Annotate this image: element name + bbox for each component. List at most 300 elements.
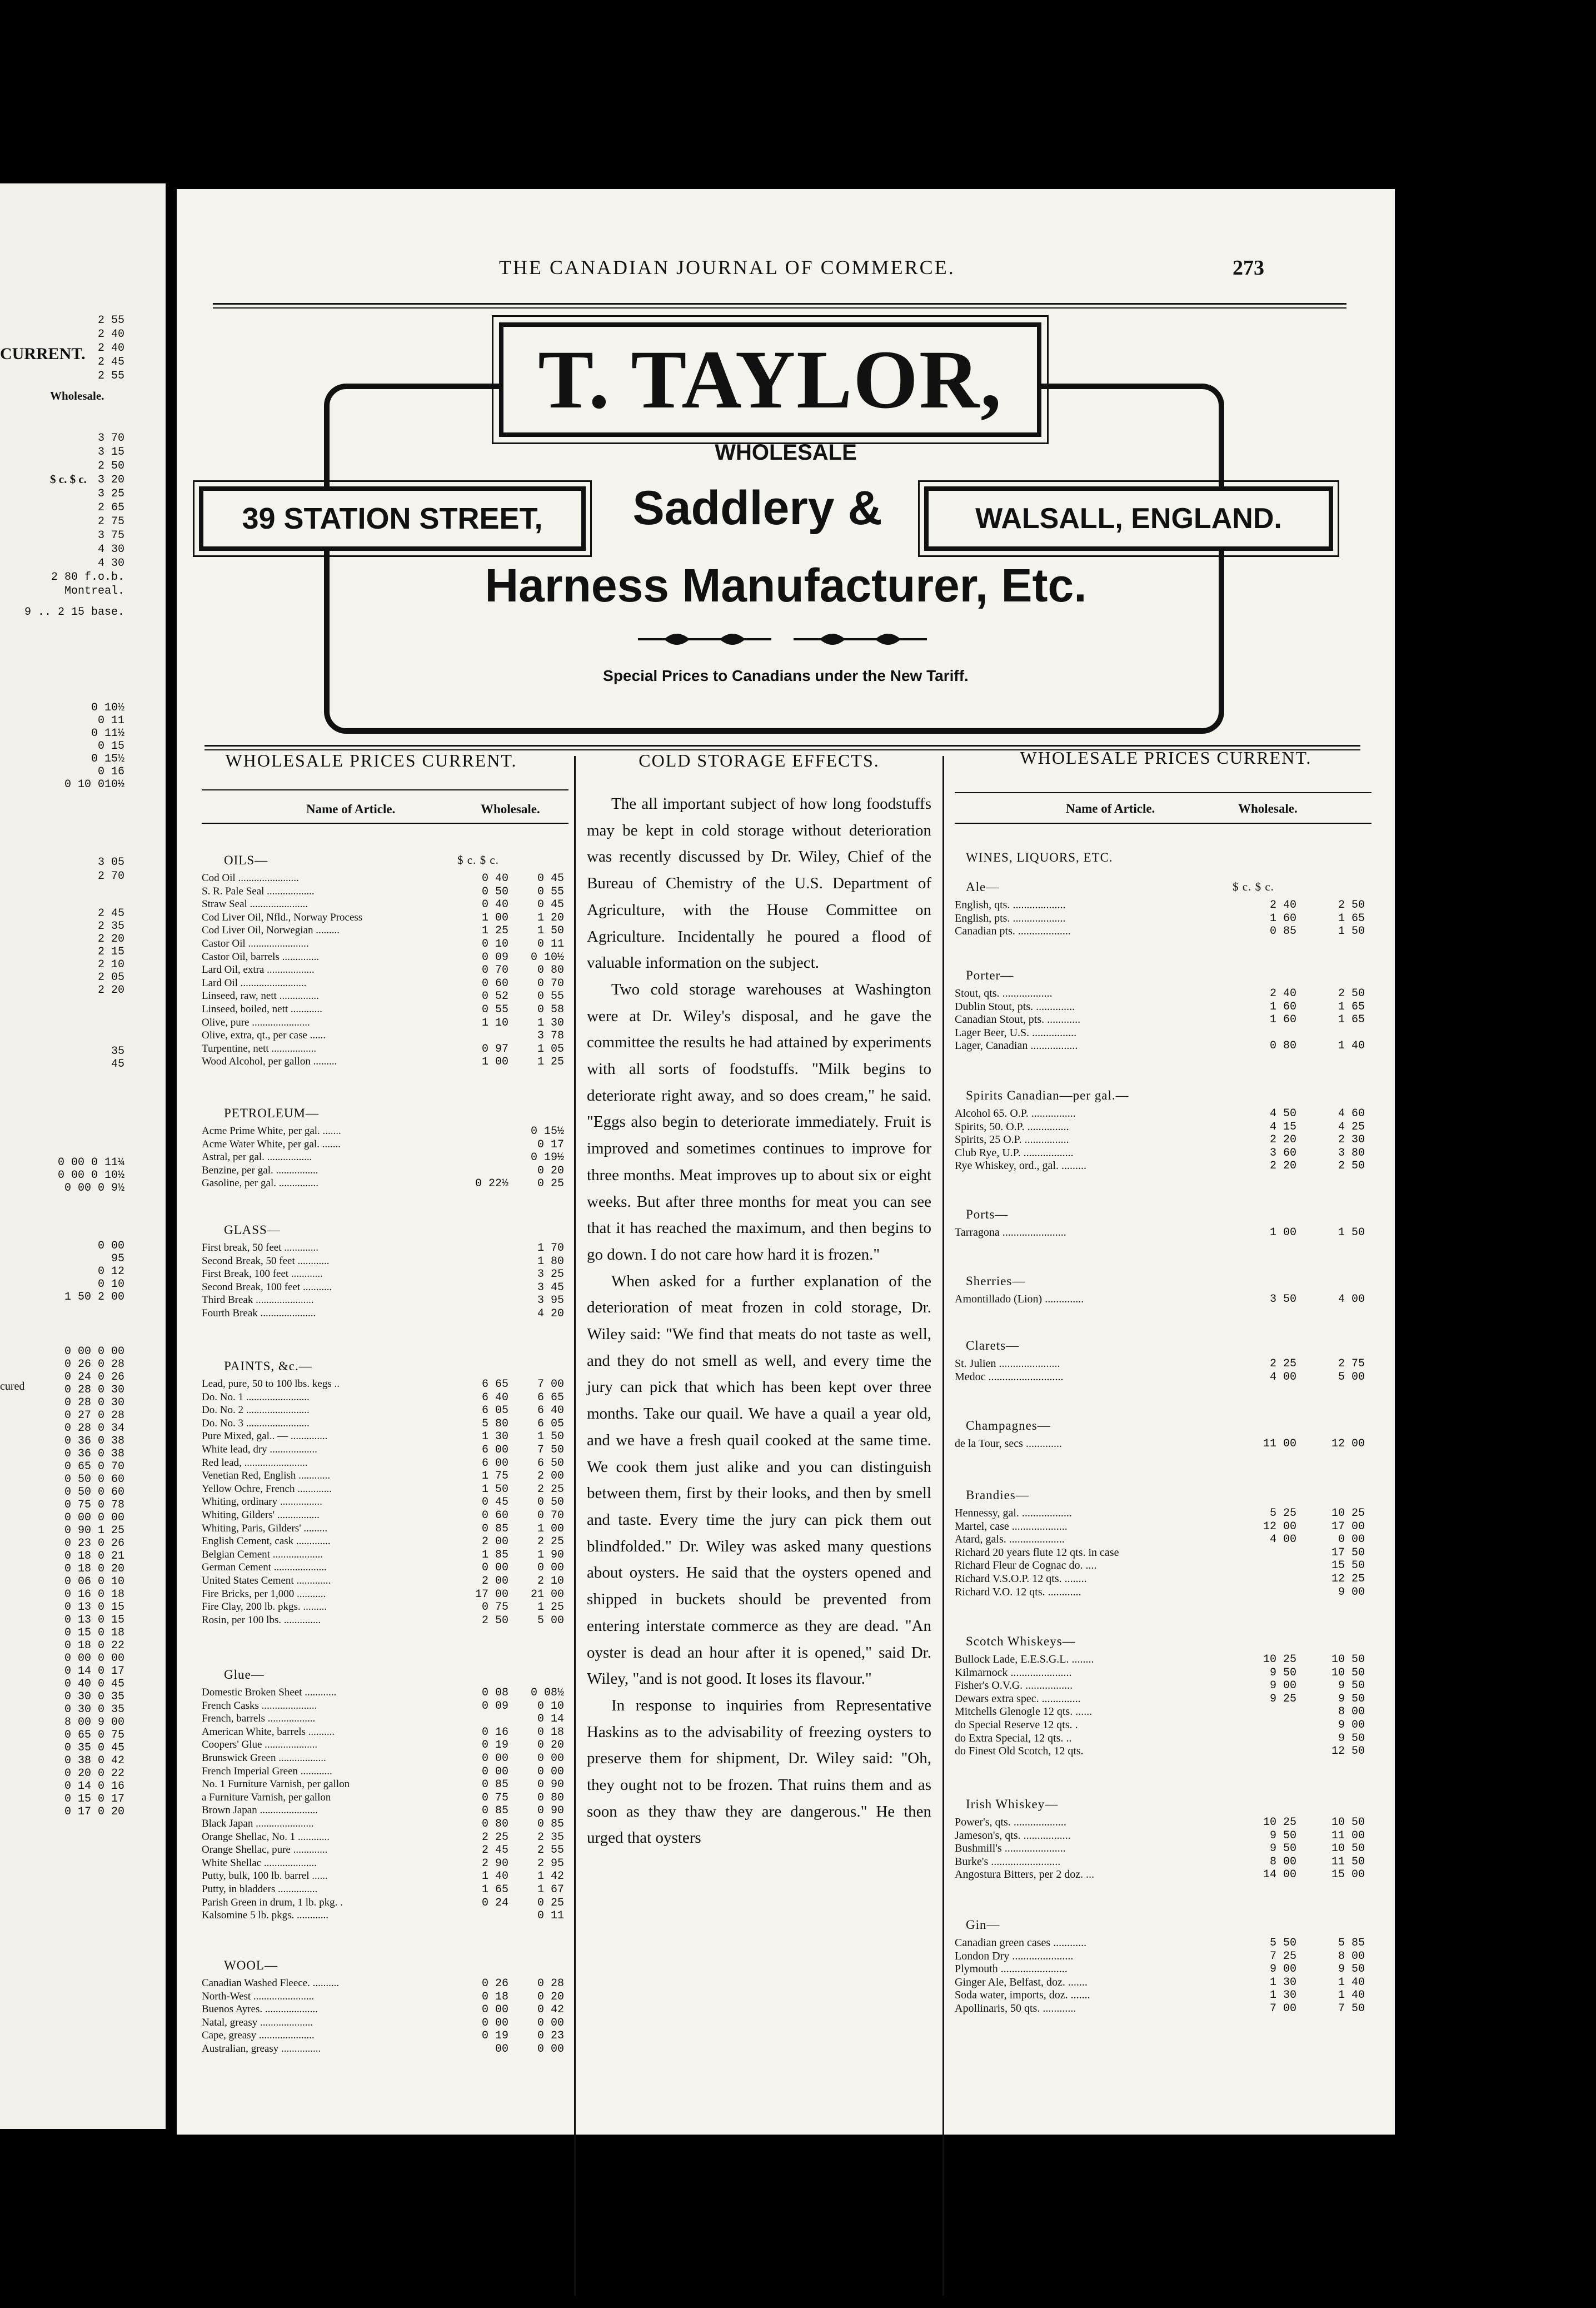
article-name: Whiting, ordinary ................ bbox=[202, 1496, 322, 1508]
price-high: 1 25 bbox=[537, 1056, 564, 1069]
facing-page-value: 0 16 bbox=[97, 765, 124, 778]
price-high: 8 00 bbox=[1338, 1705, 1365, 1719]
price-row bbox=[202, 1897, 568, 1909]
facing-page-value: 2 15 bbox=[97, 946, 124, 958]
article-name: Hennessy, gal. .................. bbox=[955, 1507, 1072, 1519]
price-units: $ c. $ c. bbox=[1233, 880, 1274, 893]
price-low: 1 30 bbox=[1269, 1989, 1296, 2002]
price-low: 2 25 bbox=[1269, 1357, 1296, 1370]
price-high: 2 55 bbox=[537, 1844, 564, 1857]
article-name: Lard Oil ......................... bbox=[202, 977, 307, 989]
price-low: 0 40 bbox=[481, 872, 508, 885]
price-low: 9 00 bbox=[1269, 1963, 1296, 1976]
price-row bbox=[955, 1039, 1377, 1052]
article-name: French Casks ..................... bbox=[202, 1699, 317, 1712]
price-row bbox=[202, 1138, 568, 1151]
article-name: Pure Mixed, gal.. — .............. bbox=[202, 1430, 328, 1442]
price-high: 4 60 bbox=[1338, 1107, 1365, 1120]
price-row bbox=[955, 1546, 1377, 1559]
right-column-rule-2 bbox=[955, 823, 1371, 824]
advert-trade-line1: Saddlery & bbox=[632, 481, 882, 535]
facing-page-value: 3 75 bbox=[97, 529, 124, 542]
facing-page-value: 0 20 0 22 bbox=[64, 1767, 124, 1780]
price-high: 2 30 bbox=[1338, 1133, 1365, 1147]
price-row bbox=[202, 872, 568, 884]
price-row bbox=[202, 1739, 568, 1751]
facing-page-value: 2 10 bbox=[97, 958, 124, 971]
price-high: 9 00 bbox=[1338, 1585, 1365, 1599]
article-name: Mitchells Glenogle 12 qts. ...... bbox=[955, 1705, 1093, 1718]
journal-title: THE CANADIAN JOURNAL OF COMMERCE. bbox=[499, 256, 955, 278]
facing-page-value: 2 45 bbox=[97, 356, 124, 369]
price-high: 1 90 bbox=[537, 1548, 564, 1561]
article-name: Benzine, per gal. ................ bbox=[202, 1164, 318, 1176]
price-low: 9 50 bbox=[1269, 1829, 1296, 1842]
right-main-section: WINES, LIQUORS, ETC. bbox=[966, 850, 1113, 864]
price-row bbox=[955, 1732, 1377, 1744]
price-high: 1 65 bbox=[1338, 912, 1365, 925]
price-high: 0 00 bbox=[537, 2043, 564, 2056]
price-high: 6 65 bbox=[537, 1391, 564, 1404]
price-row bbox=[955, 1001, 1377, 1013]
article-name: do Extra Special, 12 qts. .. bbox=[955, 1732, 1072, 1744]
price-row bbox=[202, 2003, 568, 2016]
facing-page-value: 0 75 0 78 bbox=[64, 1499, 124, 1511]
price-low: 0 26 bbox=[481, 1977, 508, 1990]
price-high: 2 00 bbox=[537, 1470, 564, 1483]
price-high: 0 00 bbox=[537, 1561, 564, 1575]
facing-page-value: 0 35 0 45 bbox=[64, 1742, 124, 1754]
price-row bbox=[202, 1268, 568, 1280]
price-high: 15 50 bbox=[1331, 1559, 1365, 1573]
facing-page-value: 2 05 bbox=[97, 971, 124, 984]
price-row bbox=[202, 951, 568, 963]
article-name: Dublin Stout, pts. .............. bbox=[955, 1000, 1075, 1013]
price-section-title: PAINTS, &c.— bbox=[224, 1359, 312, 1373]
article-name: Spirits, 50. O.P. ............... bbox=[955, 1120, 1069, 1133]
price-row bbox=[202, 1870, 568, 1882]
article-name: Canadian pts. ................... bbox=[955, 925, 1071, 938]
article-name: Kilmarnock ...................... bbox=[955, 1666, 1072, 1679]
price-low: 0 50 bbox=[481, 885, 508, 898]
facing-page-value: 2 55 bbox=[97, 314, 124, 327]
price-high: 6 50 bbox=[537, 1456, 564, 1470]
article-name: White Shellac .................... bbox=[202, 1857, 317, 1869]
price-row bbox=[202, 1444, 568, 1456]
price-section-title: Irish Whiskey— bbox=[966, 1797, 1059, 1811]
price-section-title: GLASS— bbox=[224, 1223, 281, 1237]
article-name: Brunswick Green .................. bbox=[202, 1752, 326, 1764]
facing-page-value: 0 10 bbox=[97, 1278, 124, 1291]
price-row bbox=[202, 1017, 568, 1029]
price-row bbox=[202, 1177, 568, 1190]
price-high: 0 90 bbox=[537, 1804, 564, 1818]
article-name: Orange Shellac, No. 1 ............ bbox=[202, 1831, 330, 1843]
facing-page-fragment: cured bbox=[0, 1380, 25, 1392]
right-column-rule bbox=[955, 792, 1371, 793]
price-row bbox=[202, 1588, 568, 1600]
advert-trade-line2: Harness Manufacturer, Etc. bbox=[485, 559, 1087, 611]
price-high: 1 50 bbox=[1338, 1226, 1365, 1239]
price-low: 1 50 bbox=[481, 1483, 508, 1496]
article-name: Turpentine, nett ................. bbox=[202, 1042, 317, 1054]
price-row bbox=[955, 1226, 1377, 1238]
price-row bbox=[955, 1133, 1377, 1146]
price-high: 0 50 bbox=[537, 1496, 564, 1509]
price-row bbox=[202, 1165, 568, 1177]
price-row bbox=[202, 886, 568, 898]
article-name: Castor Oil ....................... bbox=[202, 938, 309, 949]
price-low: 6 65 bbox=[481, 1378, 508, 1391]
price-high: 10 50 bbox=[1331, 1666, 1365, 1679]
price-low: 1 40 bbox=[481, 1870, 508, 1883]
price-row bbox=[955, 1963, 1377, 1975]
price-row bbox=[955, 987, 1377, 999]
price-row bbox=[202, 1687, 568, 1699]
article-name: English, qts. ................... bbox=[955, 899, 1066, 911]
price-high: 3 25 bbox=[537, 1268, 564, 1281]
price-row bbox=[202, 990, 568, 1002]
price-high: 9 50 bbox=[1338, 1679, 1365, 1693]
facing-page-value: 2 75 bbox=[97, 515, 124, 528]
facing-page-value: 1 50 2 00 bbox=[64, 1291, 124, 1304]
price-section-title: OILS— bbox=[224, 853, 268, 867]
price-low: 10 25 bbox=[1263, 1816, 1296, 1829]
price-high: 0 45 bbox=[537, 872, 564, 885]
price-row bbox=[202, 924, 568, 937]
article-name: Canadian Washed Fleece. .......... bbox=[202, 1977, 340, 1989]
price-low: 0 09 bbox=[481, 951, 508, 964]
price-low: 0 80 bbox=[481, 1818, 508, 1831]
price-row bbox=[202, 1404, 568, 1416]
price-row bbox=[955, 1107, 1377, 1120]
price-high: 1 50 bbox=[1338, 925, 1365, 938]
price-high: 1 05 bbox=[537, 1042, 564, 1056]
price-section-title: Brandies— bbox=[966, 1488, 1029, 1502]
price-high: 10 50 bbox=[1331, 1653, 1365, 1666]
price-high: 0 19½ bbox=[530, 1151, 564, 1165]
article-name: Fourth Break ..................... bbox=[202, 1307, 316, 1319]
price-row bbox=[202, 1804, 568, 1817]
price-row bbox=[202, 1281, 568, 1294]
facing-page-value: 0 00 0 00 bbox=[64, 1652, 124, 1665]
price-row bbox=[202, 1496, 568, 1508]
article-name: Bushmill's ...................... bbox=[955, 1842, 1066, 1855]
article-name: English, pts. ................... bbox=[955, 912, 1066, 924]
article-name: Do. No. 2 ........................ bbox=[202, 1404, 310, 1416]
facing-page-value: 0 15 0 17 bbox=[64, 1793, 124, 1805]
price-high: 2 10 bbox=[537, 1575, 564, 1588]
facing-page-value: 0 16 0 18 bbox=[64, 1588, 124, 1601]
article-name: Bullock Lade, E.E.S.G.L. ........ bbox=[955, 1653, 1094, 1665]
price-row bbox=[202, 1883, 568, 1896]
article-paragraph: Two cold storage warehouses at Washington were at Dr. Wiley's disposal, and he gave the committee the results he had attained by experiments with all sorts of foodstuffs. "Milk begins to deteriorate right away, and so does cream," he said. "Eggs also begin to deteriorate immediately. Fruit is improved and sometimes continues to improve for three months. Meat improves up to about six or eight weeks. But after three months for meat you can see that it has reached the maximum, and then begins to go down. I do not care how hard it is frozen." bbox=[587, 980, 931, 1264]
price-low: 2 25 bbox=[481, 1831, 508, 1844]
article-name: Acme Prime White, per gal. ....... bbox=[202, 1125, 341, 1137]
price-low: 0 60 bbox=[481, 977, 508, 990]
price-row bbox=[955, 1976, 1377, 1988]
price-row bbox=[955, 1533, 1377, 1545]
article-name: Lead, pure, 50 to 100 lbs. kegs .. bbox=[202, 1378, 340, 1390]
price-low: 1 00 bbox=[481, 1056, 508, 1069]
article-name: Parish Green in drum, 1 lb. pkg. . bbox=[202, 1896, 343, 1908]
price-row bbox=[202, 1991, 568, 2003]
facing-page-heading: CURRENT. bbox=[0, 345, 86, 363]
price-row bbox=[202, 1765, 568, 1778]
price-row bbox=[202, 1535, 568, 1548]
facing-page-value: 2 35 bbox=[97, 920, 124, 933]
facing-page-value: 3 20 bbox=[97, 474, 124, 486]
price-high: 10 50 bbox=[1331, 1816, 1365, 1829]
price-high: 9 50 bbox=[1338, 1963, 1365, 1976]
left-column-heading: WHOLESALE PRICES CURRENT. bbox=[225, 750, 517, 770]
facing-page-value: 0 11 bbox=[97, 714, 124, 727]
price-low: 2 40 bbox=[1269, 987, 1296, 1000]
facing-page-value: 8 00 9 00 bbox=[64, 1716, 124, 1729]
article-name: Lager Beer, U.S. ................ bbox=[955, 1026, 1077, 1039]
article-name: Cod Liver Oil, Norwegian ......... bbox=[202, 924, 340, 937]
price-low: 0 09 bbox=[481, 1699, 508, 1713]
article-name: Rye Whiskey, ord., gal. ......... bbox=[955, 1160, 1086, 1172]
price-row bbox=[202, 1391, 568, 1404]
facing-page-value: 0 10 010½ bbox=[64, 778, 124, 791]
price-low: 0 75 bbox=[481, 1791, 508, 1804]
price-high: 1 20 bbox=[537, 911, 564, 924]
price-high: 0 20 bbox=[537, 1990, 564, 2003]
price-high: 10 50 bbox=[1331, 1842, 1365, 1856]
price-high: 3 45 bbox=[537, 1281, 564, 1294]
price-row bbox=[202, 1977, 568, 1989]
price-low: 4 15 bbox=[1269, 1120, 1296, 1133]
price-high: 0 25 bbox=[537, 1177, 564, 1191]
price-high: 17 00 bbox=[1331, 1520, 1365, 1533]
price-low: 4 50 bbox=[1269, 1107, 1296, 1120]
price-row bbox=[955, 1013, 1377, 1026]
facing-page-value: 0 36 0 38 bbox=[64, 1448, 124, 1460]
price-high: 12 00 bbox=[1331, 1437, 1365, 1450]
facing-page-value: 0 50 0 60 bbox=[64, 1473, 124, 1486]
price-high: 9 50 bbox=[1338, 1692, 1365, 1705]
price-row bbox=[202, 1831, 568, 1843]
price-high: 7 50 bbox=[1338, 2002, 1365, 2015]
facing-page-value: 0 28 0 34 bbox=[64, 1422, 124, 1435]
price-low: 1 60 bbox=[1269, 912, 1296, 925]
price-low: 0 85 bbox=[481, 1778, 508, 1792]
price-low: 6 05 bbox=[481, 1404, 508, 1417]
price-high: 0 55 bbox=[537, 885, 564, 898]
price-row bbox=[955, 1586, 1377, 1598]
article-name: Cod Liver Oil, Nfld., Norway Process bbox=[202, 911, 363, 923]
price-row bbox=[202, 1561, 568, 1574]
price-row bbox=[202, 1909, 568, 1922]
price-low: 3 50 bbox=[1269, 1293, 1296, 1306]
facing-page-value: 0 06 0 10 bbox=[64, 1575, 124, 1588]
price-high: 1 40 bbox=[1338, 1976, 1365, 1989]
article-name: Natal, greasy .................... bbox=[202, 2016, 313, 2028]
price-row bbox=[955, 1816, 1377, 1828]
article-name: Fire Bricks, per 1,000 ........... bbox=[202, 1588, 326, 1600]
price-low: 0 22½ bbox=[475, 1177, 508, 1191]
journal-page bbox=[177, 189, 1395, 2135]
price-high: 1 70 bbox=[537, 1242, 564, 1255]
price-row bbox=[202, 1713, 568, 1725]
price-low: 6 40 bbox=[481, 1391, 508, 1404]
price-low: 1 10 bbox=[481, 1016, 508, 1029]
price-section-title: Spirits Canadian—per gal.— bbox=[966, 1088, 1129, 1102]
price-high: 0 11 bbox=[537, 938, 564, 951]
article-name: Dewars extra spec. .............. bbox=[955, 1692, 1081, 1705]
price-low: 1 30 bbox=[481, 1430, 508, 1444]
price-row bbox=[202, 1857, 568, 1869]
left-column-rule-2 bbox=[202, 823, 568, 824]
price-low: 5 25 bbox=[1269, 1507, 1296, 1520]
advert-bottom-rule bbox=[205, 745, 1360, 747]
article-paragraph: When asked for a further explanation of the deterioration of meat frozen in cold storage, Dr. Wiley said: "We find that meats do not taste as well, and they do not smell as well, and every time the jury can pick that which has been kept over three months. Take our quail. We have a quail a year old, and we have a fresh quail cooked at the same time. We cook them just alike and you can distinguish between them, first by their looks, and then by smell and taste. Every time the jury can pick them out blindfolded." Dr. Wiley was asked many questions about oysters. He said that the oysters opened and shipped in buckets should be prevented from entering interstate commerce as they are dead. "An oyster is dead an hour after it is opened," said Dr. Wiley, "and is not good. It loses its flavour." bbox=[587, 1272, 931, 1688]
article-name: French Imperial Green ............ bbox=[202, 1765, 332, 1777]
price-low: 0 52 bbox=[481, 990, 508, 1003]
price-low: 0 85 bbox=[481, 1804, 508, 1818]
price-row bbox=[202, 2030, 568, 2042]
price-row bbox=[202, 1255, 568, 1267]
article-name: First break, 50 feet ............. bbox=[202, 1242, 319, 1254]
price-high: 0 55 bbox=[537, 990, 564, 1003]
facing-page-value: 0 00 0 11¼ bbox=[57, 1156, 124, 1169]
price-high: 8 00 bbox=[1338, 1949, 1365, 1963]
price-row bbox=[202, 1778, 568, 1790]
price-row bbox=[202, 1523, 568, 1535]
article-name: Canadian Stout, pts. ............ bbox=[955, 1013, 1081, 1026]
price-row bbox=[202, 1307, 568, 1320]
price-high: 0 85 bbox=[537, 1818, 564, 1831]
price-section-title: Champagnes— bbox=[966, 1419, 1051, 1432]
facing-page-value: 95 bbox=[111, 1252, 124, 1265]
price-low: 2 00 bbox=[481, 1575, 508, 1588]
price-row bbox=[955, 1950, 1377, 1962]
article-name: Soda water, imports, doz. ....... bbox=[955, 1989, 1090, 2002]
article-name: Gasoline, per gal. ............... bbox=[202, 1177, 319, 1190]
price-low: 4 00 bbox=[1269, 1533, 1296, 1546]
price-row bbox=[202, 977, 568, 989]
article-name: Fisher's O.V.G. ................. bbox=[955, 1679, 1073, 1692]
left-column-wholesale-header: Wholesale. bbox=[481, 802, 540, 816]
price-low: 0 00 bbox=[481, 2003, 508, 2017]
facing-page-value: 2 40 bbox=[97, 328, 124, 341]
price-high: 1 50 bbox=[537, 1430, 564, 1444]
price-row bbox=[955, 2002, 1377, 2014]
price-low: 1 65 bbox=[481, 1883, 508, 1896]
facing-page-value: 0 28 0 30 bbox=[64, 1396, 124, 1409]
price-low: 0 40 bbox=[481, 898, 508, 912]
price-high: 2 35 bbox=[537, 1831, 564, 1844]
facing-page-value: Montreal. bbox=[64, 585, 124, 598]
price-row bbox=[955, 899, 1377, 911]
article-name: Linseed, raw, nett ............... bbox=[202, 990, 319, 1002]
article-name: Castor Oil, barrels .............. bbox=[202, 951, 320, 963]
article-name: Buenos Ayres. .................... bbox=[202, 2003, 318, 2016]
advert-address-left: 39 STATION STREET, bbox=[199, 486, 586, 551]
price-row bbox=[202, 2017, 568, 2029]
price-row bbox=[202, 1700, 568, 1712]
article-name: American White, barrels .......... bbox=[202, 1725, 335, 1738]
center-column-heading: COLD STORAGE EFFECTS. bbox=[639, 750, 880, 770]
price-low: 0 85 bbox=[481, 1522, 508, 1535]
article-name: Lager, Canadian ................. bbox=[955, 1039, 1078, 1052]
price-high: 21 00 bbox=[530, 1588, 564, 1601]
price-low: 2 20 bbox=[1269, 1133, 1296, 1147]
price-row bbox=[955, 1121, 1377, 1133]
ornament-icon bbox=[632, 628, 932, 650]
price-low: 0 00 bbox=[481, 1561, 508, 1575]
price-row bbox=[202, 1818, 568, 1830]
article-name: Third Break ...................... bbox=[202, 1294, 314, 1306]
facing-page-value: 2 20 bbox=[97, 984, 124, 997]
price-low: 9 50 bbox=[1269, 1842, 1296, 1856]
header-rule bbox=[213, 303, 1346, 305]
price-high: 1 40 bbox=[1338, 1039, 1365, 1053]
price-high: 0 90 bbox=[537, 1778, 564, 1792]
facing-page-value: 0 15½ bbox=[91, 753, 124, 765]
article-name: Yellow Ochre, French ............. bbox=[202, 1483, 332, 1495]
article-name: Acme Water White, per gal. ....... bbox=[202, 1138, 341, 1150]
price-high: 6 05 bbox=[537, 1417, 564, 1430]
price-row bbox=[202, 1470, 568, 1482]
price-row bbox=[955, 1520, 1377, 1533]
price-low: 3 60 bbox=[1269, 1146, 1296, 1160]
price-row bbox=[955, 1679, 1377, 1692]
price-section-title: Scotch Whiskeys— bbox=[966, 1634, 1076, 1648]
price-high: 2 50 bbox=[1338, 899, 1365, 912]
article-name: Club Rye, U.P. .................. bbox=[955, 1146, 1074, 1159]
article-name: S. R. Pale Seal .................. bbox=[202, 885, 315, 897]
price-low: 14 00 bbox=[1263, 1868, 1296, 1882]
article-name: Angostura Bitters, per 2 doz. ... bbox=[955, 1868, 1095, 1881]
article-name: Second Break, 50 feet ............ bbox=[202, 1255, 330, 1267]
price-low: 6 00 bbox=[481, 1444, 508, 1456]
article-name: Atard, gals. .................... bbox=[955, 1533, 1065, 1546]
article-name: Red lead, ........................ bbox=[202, 1456, 308, 1469]
price-low: 9 00 bbox=[1269, 1679, 1296, 1693]
right-column-name-header: Name of Article. bbox=[1066, 802, 1155, 815]
price-high: 9 00 bbox=[1338, 1719, 1365, 1732]
price-low: 1 60 bbox=[1269, 1000, 1296, 1013]
article-name: Whiting, Gilders' ................ bbox=[202, 1509, 320, 1521]
facing-page-value: 0 36 0 38 bbox=[64, 1435, 124, 1448]
price-row bbox=[955, 1160, 1377, 1172]
article-name: Fire Clay, 200 lb. pkgs. ......... bbox=[202, 1601, 327, 1613]
price-row bbox=[202, 1601, 568, 1613]
price-row bbox=[202, 964, 568, 976]
price-low: 0 18 bbox=[481, 1990, 508, 2003]
price-high: 15 00 bbox=[1331, 1868, 1365, 1882]
price-low: 9 25 bbox=[1269, 1692, 1296, 1705]
article-name: White lead, dry .................. bbox=[202, 1444, 317, 1455]
price-low: 7 00 bbox=[1269, 2002, 1296, 2015]
article-name: Brown Japan ...................... bbox=[202, 1804, 318, 1817]
price-high: 2 95 bbox=[537, 1857, 564, 1870]
facing-page-value: 4 30 bbox=[97, 543, 124, 556]
price-high: 0 28 bbox=[537, 1977, 564, 1990]
advert-wholesale: WHOLESALE bbox=[715, 440, 857, 465]
price-high: 1 40 bbox=[1338, 1989, 1365, 2002]
facing-page-value: 0 24 0 26 bbox=[64, 1371, 124, 1384]
price-low: 1 00 bbox=[1269, 1226, 1296, 1239]
price-row bbox=[202, 1509, 568, 1521]
article-name: Olive, extra, qt., per case ...... bbox=[202, 1029, 326, 1042]
price-row bbox=[202, 1457, 568, 1469]
price-low: 0 10 bbox=[481, 938, 508, 951]
facing-page-value: 0 18 0 21 bbox=[64, 1550, 124, 1563]
price-high: 9 50 bbox=[1338, 1732, 1365, 1745]
